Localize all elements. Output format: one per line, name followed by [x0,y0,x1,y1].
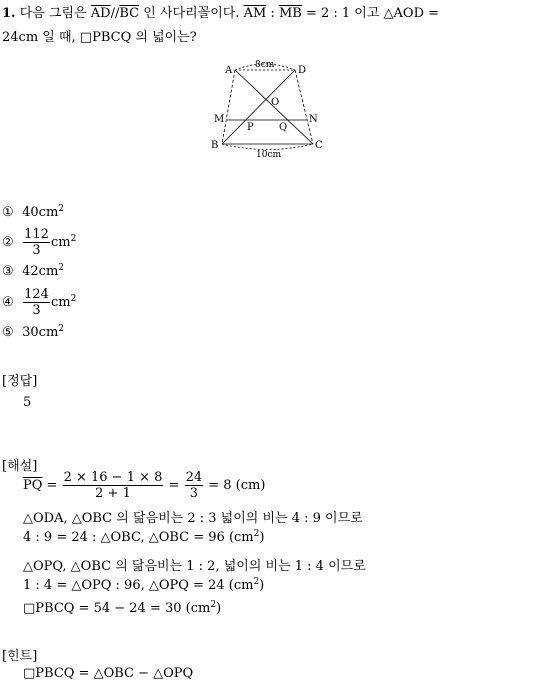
explanation-line-1 [23,470,265,501]
problem-number: 1. [2,6,16,21]
ratio-text: = 2 : 1 이고 △AOD = [301,6,440,21]
choice-1[interactable] [2,205,64,220]
explanation-line-5 [23,578,264,593]
hint-text: □PBCQ = △OBC − △OPQ [23,666,194,681]
label-b: B [211,140,219,151]
choice-3[interactable] [2,264,64,279]
choice-mark: ③ [2,264,14,279]
choice-num: 112 [24,227,49,242]
label-o: O [271,97,280,108]
label-p: P [247,122,254,133]
problem-text-b: 인 사다리꼴이다. [143,6,240,21]
trapezoid-figure [205,55,335,160]
line-text: 4 : 9 = 24 : △OBC, △OBC = 96 (cm [23,530,254,545]
explanation-line-6 [23,601,221,616]
bottom-length: 10cm [256,150,282,160]
bottom-dashed-arc [222,144,313,150]
label-m: M [214,114,225,125]
choice-den: 3 [32,243,41,258]
choice-text: 42cm [22,264,59,279]
answer-value: 5 [23,395,32,410]
line-text: 1 : 4 = △OPQ : 96, △OPQ = 24 (cm [23,578,254,593]
choice-mark: ④ [2,295,14,310]
choice-sup: 2 [58,263,65,273]
frac-num-2: 24 [185,470,203,485]
choice-5[interactable] [2,325,64,340]
choice-unit: cm [50,295,71,310]
choice-text: 30cm [22,325,59,340]
choice-text: 40cm [22,205,59,220]
line-sup: 2 [253,577,260,587]
frac-den-1: 2 + 1 [95,486,131,501]
choice-sup: 2 [70,294,77,304]
equals: = [42,478,62,493]
explanation-heading: [해설] [2,459,38,474]
answer-heading: [정답] [2,374,38,389]
line-close: ) [259,578,265,593]
label-d: D [298,65,307,76]
top-length: 8cm [255,60,275,70]
hint-heading: [힌트] [2,649,38,664]
line-sup: 2 [253,529,260,539]
equals: = [164,478,184,493]
problem-line-2: 24cm 일 때, □PBCQ 의 넓이는? [2,30,197,45]
choice-den: 3 [32,303,41,318]
choice-sup: 2 [58,204,65,214]
line-text: □PBCQ = 54 − 24 = 30 (cm [23,601,211,616]
choice-mark: ② [2,235,14,250]
explanation-line-2: △ODA, △OBC 의 닮음비는 2 : 3 넓이의 비는 4 : 9 이므로 [23,511,363,526]
segment-am: $\overline{AM}$ [243,6,267,21]
segment-bc: $\overline{BC}$ [119,6,140,21]
ratio-colon: : [266,6,279,21]
segment-ad: $\overline{AD}$ [90,6,111,21]
result-text: = 8 (cm) [204,478,266,493]
parallel-symbol: // [110,6,120,21]
problem-text-a: 다음 그림은 [19,6,87,21]
frac-den-2: 3 [189,486,198,501]
line-close: ) [259,530,265,545]
label-q: Q [279,122,288,133]
segment-mb: $\overline{MB}$ [278,6,302,21]
label-n: N [309,114,318,125]
choice-2[interactable] [2,227,76,258]
choice-sup: 2 [58,324,65,334]
label-c: C [315,140,323,151]
frac-num-1: 2 × 16 − 1 × 8 [63,470,163,485]
choice-4[interactable] [2,287,76,318]
segment-pq: $\overline{PQ}$ [23,478,43,493]
explanation-line-4: △OPQ, △OBC 의 닮음비는 1 : 2, 넓이의 비는 1 : 4 이므로 [23,559,366,574]
problem-line-1 [2,2,439,21]
choice-unit: cm [50,235,71,250]
line-close: ) [216,601,222,616]
label-a: A [225,65,233,76]
choice-mark: ⑤ [2,325,14,340]
choice-mark: ① [2,205,14,220]
choice-num: 124 [24,287,49,302]
explanation-line-3 [23,530,264,545]
line-sup: 2 [210,600,217,610]
choice-sup: 2 [70,234,77,244]
side-dc [295,70,313,144]
